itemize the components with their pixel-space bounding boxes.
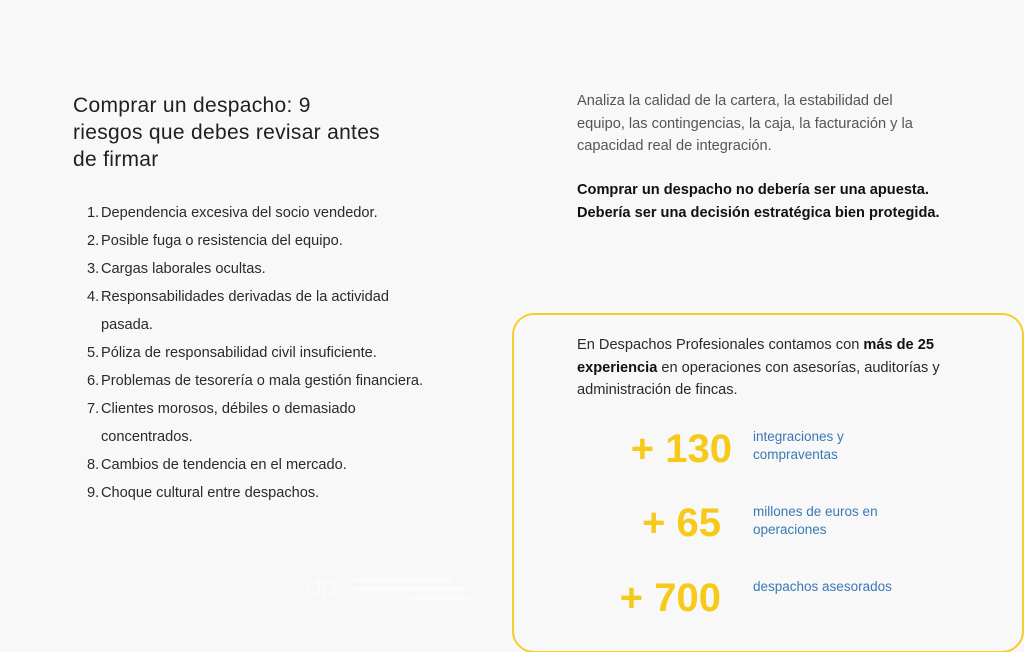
list-number: 3. [87, 261, 100, 277]
list-number: 5. [87, 345, 100, 361]
card-text-start: En Despachos Profesionales contamos con [577, 337, 864, 353]
logo-mark: dp [306, 572, 336, 602]
list-item-text: Cambios de tendencia en el mercado. [101, 457, 347, 473]
list-item [82, 479, 442, 507]
list-item [82, 199, 442, 227]
stat-label-millions: millones de euros en operaciones [753, 504, 878, 537]
list-item [82, 255, 442, 283]
risk-list [82, 199, 442, 507]
stat-value-firms: + 700 [619, 576, 721, 620]
list-number: 6. [87, 373, 100, 389]
list-item-text: Problemas de tesorería o mala gestión financiera. [101, 373, 424, 389]
list-item [82, 283, 442, 339]
list-item [82, 451, 442, 479]
stat-value-integrations: + 130 [630, 427, 732, 471]
list-item-text: Clientes morosos, débiles o demasiado concentrados. [101, 401, 356, 445]
list-item-text: Responsabilidades derivadas de la actividad pasada. [101, 289, 390, 333]
card-description [577, 334, 967, 402]
page-title: Comprar un despacho: 9 riesgos que debes revisar antes de firmar [73, 94, 380, 171]
list-item [82, 339, 442, 367]
list-item-text: Cargas laborales ocultas. [101, 261, 266, 277]
logo-lines [352, 578, 472, 605]
list-number: 9. [87, 485, 100, 501]
list-item [82, 395, 442, 451]
list-item-text: Posible fuga o resistencia del equipo. [101, 233, 343, 249]
intro-paragraph: Analiza la calidad de la cartera, la estabilidad del equipo, las contingencias, la caja, la facturación y la capacidad real de integración. [577, 93, 913, 154]
key-statement: Comprar un despacho no debería ser una apuesta. Debería ser una decisión estratégica bien protegida. [577, 182, 940, 221]
list-item-text: Dependencia excesiva del socio vendedor. [101, 205, 378, 221]
stat-label-firms: despachos asesorados [753, 579, 892, 594]
list-number: 7. [87, 401, 100, 417]
list-number: 4. [87, 289, 100, 305]
card-text-highlight: más de 25 experiencia [577, 337, 934, 376]
list-item [82, 227, 442, 255]
stat-label-integrations: integraciones y compraventas [753, 429, 844, 462]
stat-value-millions: + 65 [642, 501, 721, 545]
list-number: 1. [87, 205, 100, 221]
list-item [82, 367, 442, 395]
list-item-text: Choque cultural entre despachos. [101, 485, 320, 501]
dp-logo-icon [306, 572, 486, 608]
list-number: 8. [87, 457, 100, 473]
list-item-text: Póliza de responsabilidad civil insuficiente. [101, 345, 377, 361]
list-number: 2. [87, 233, 100, 249]
card-text-end: en operaciones con asesorías, auditorías y administración de fincas. [577, 359, 940, 398]
